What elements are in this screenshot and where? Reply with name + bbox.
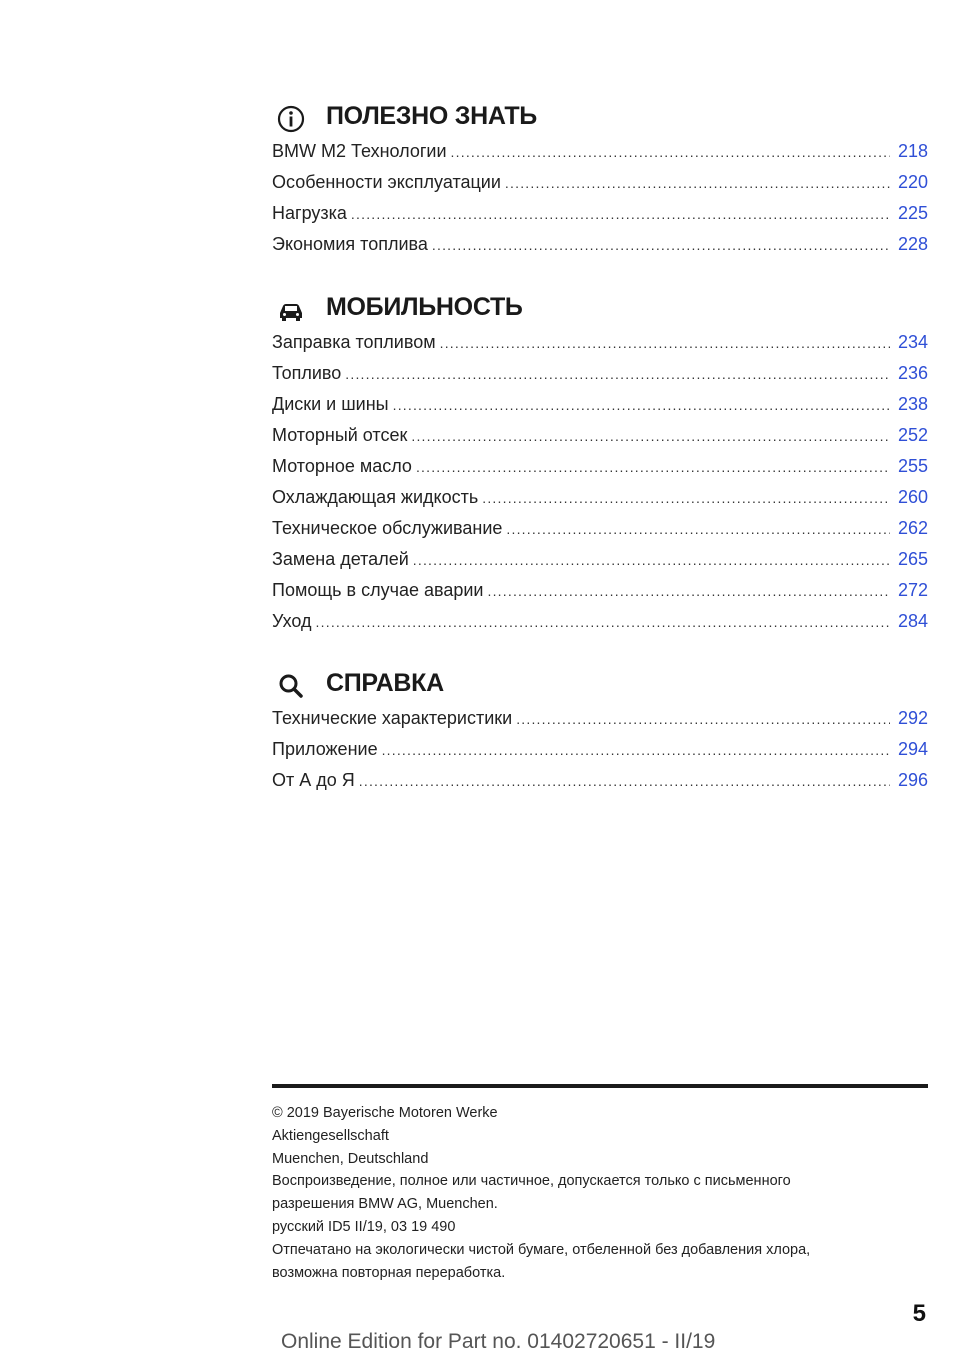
toc-list (272, 140, 928, 264)
toc-entry-label: От А до Я (272, 770, 355, 790)
toc-entry[interactable] (272, 171, 928, 202)
toc-entry[interactable] (272, 233, 928, 264)
toc-entry[interactable] (272, 424, 928, 455)
imprint-line: Aktiengesellschaft (272, 1127, 389, 1144)
toc-entry[interactable] (272, 548, 928, 579)
section-title: СПРАВКА (326, 669, 444, 697)
toc-entry[interactable] (272, 738, 928, 769)
toc-entry[interactable] (272, 362, 928, 393)
toc-entry[interactable] (272, 331, 928, 362)
page-number: 5 (912, 1300, 926, 1327)
toc-page-link[interactable]: 260 (897, 487, 928, 507)
toc-entry[interactable] (272, 140, 928, 171)
imprint-line: Отпечатано на экологически чистой бумаге, отбеленной без добавления хлора, (272, 1241, 811, 1258)
toc-entry-label: Экономия топлива (272, 234, 428, 254)
section-mobility (272, 291, 928, 641)
dot-leader (516, 708, 890, 730)
toc-page-link[interactable]: 234 (897, 332, 928, 352)
dot-leader (416, 456, 890, 478)
dot-leader (488, 580, 890, 602)
toc-entry-label: Помощь в случае аварии (272, 580, 484, 600)
toc-page-link[interactable]: 265 (897, 549, 928, 569)
toc-list (272, 707, 928, 800)
toc-entry[interactable] (272, 517, 928, 548)
toc-entry-label: Моторный отсек (272, 425, 408, 445)
imprint-line: возможна повторная переработка. (272, 1264, 506, 1281)
toc-page-link[interactable]: 292 (897, 708, 928, 728)
toc-page-link[interactable]: 255 (897, 456, 928, 476)
toc-entry[interactable] (272, 610, 928, 641)
dot-leader (413, 549, 890, 571)
section-header (272, 667, 928, 707)
toc-entry-label: Заправка топливом (272, 332, 436, 352)
online-edition-footer: Online Edition for Part no. 01402720651 - II/19 (281, 1330, 716, 1353)
dot-leader (382, 739, 890, 761)
toc-entry[interactable] (272, 455, 928, 486)
toc-page-link[interactable]: 272 (897, 580, 928, 600)
toc-page-link[interactable]: 238 (897, 394, 928, 414)
section-title: МОБИЛЬНОСТЬ (326, 293, 523, 321)
imprint-line: разрешения BMW AG, Muenchen. (272, 1196, 498, 1213)
car-icon (276, 295, 306, 325)
toc-entry-label: Приложение (272, 739, 378, 759)
toc-entry-label: Моторное масло (272, 456, 412, 476)
toc-page-link[interactable]: 296 (897, 770, 928, 790)
imprint-line: Воспроизведение, полное или частичное, допускается только с письменного (272, 1173, 791, 1190)
section-reference (272, 667, 928, 800)
dot-leader (506, 518, 890, 540)
divider (272, 1084, 928, 1088)
section-useful-to-know (272, 100, 928, 264)
toc-page-link[interactable]: 220 (897, 172, 928, 192)
section-header (272, 100, 928, 140)
toc-entry-label: Особенности эксплуатации (272, 172, 501, 192)
imprint-line: Muenchen, Deutschland (272, 1150, 429, 1167)
search-icon (276, 671, 306, 701)
toc-entry[interactable] (272, 393, 928, 424)
dot-leader (359, 770, 890, 792)
dot-leader (451, 141, 890, 163)
toc-entry-label: Нагрузка (272, 203, 347, 223)
toc-page-link[interactable]: 236 (897, 363, 928, 383)
toc-list (272, 331, 928, 641)
imprint-line: русский ID5 II/19, 03 19 490 (272, 1218, 456, 1235)
info-icon (276, 104, 306, 134)
section-header (272, 291, 928, 331)
imprint-block (272, 1102, 912, 1284)
dot-leader (345, 363, 890, 385)
toc-entry[interactable] (272, 202, 928, 233)
toc-entry[interactable] (272, 769, 928, 800)
toc-page-link[interactable]: 284 (897, 611, 928, 631)
dot-leader (351, 203, 890, 225)
toc-entry[interactable] (272, 579, 928, 610)
toc-page-link[interactable]: 228 (897, 234, 928, 254)
toc-entry-label: Диски и шины (272, 394, 389, 414)
dot-leader (393, 394, 890, 416)
dot-leader (316, 611, 890, 633)
toc-page-link[interactable]: 252 (897, 425, 928, 445)
dot-leader (482, 487, 890, 509)
toc-entry-label: Замена деталей (272, 549, 409, 569)
dot-leader (411, 425, 890, 447)
toc-entry-label: Уход (272, 611, 312, 631)
dot-leader (440, 332, 890, 354)
toc-entry-label: Технические характеристики (272, 708, 513, 728)
toc-page-link[interactable]: 294 (897, 739, 928, 759)
section-title: ПОЛЕЗНО ЗНАТЬ (326, 102, 537, 130)
toc-entry-label: Топливо (272, 363, 342, 383)
dot-leader (432, 234, 890, 256)
imprint-line: © 2019 Bayerische Motoren Werke (272, 1105, 498, 1121)
toc-page-link[interactable]: 262 (897, 518, 928, 538)
toc-page-link[interactable]: 218 (897, 141, 928, 161)
toc-entry[interactable] (272, 486, 928, 517)
toc-entry-label: Охлаждающая жидкость (272, 487, 479, 507)
dot-leader (505, 172, 890, 194)
toc-entry-label: BMW M2 Технологии (272, 141, 447, 161)
toc-entry-label: Техническое обслуживание (272, 518, 503, 538)
toc-entry[interactable] (272, 707, 928, 738)
toc-page-link[interactable]: 225 (897, 203, 928, 223)
